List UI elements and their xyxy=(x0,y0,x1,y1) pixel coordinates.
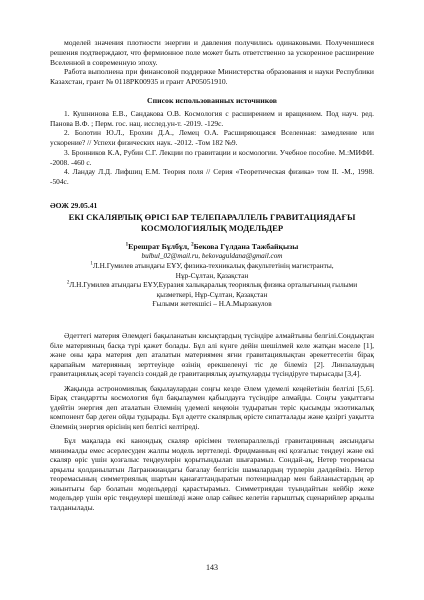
body-paragraph-2: Жақында астрономиялық бақылаулардан соңғы кезде Әлем үдемелі кеңейетінін белгілі [5,6]. Бірақ стандартты космология бұл бақылаумен қабылдауға түсіндіре алмайды. Соңғы уақыттағы үдейтін энергия деп аталатын Әлемнің үдемелі кеңеюін тудыратын теріс қысымды экзотикалық компонент бар деген ойды тудырады. Бұл әдетте скалярлық өрісте сипатталады және қазіргі уақытта Әлемнің энергия өрісінің кеп белгісі келтіреді. xyxy=(50,383,374,431)
article-title-line-1: ЕКІ СКАЛЯРЛЫҚ ӨРІСІ БАР ТЕЛЕПАРАЛЛЕЛЬ ГРАВИТАЦИЯДАҒЫ xyxy=(68,211,356,222)
author-1: Ерешрат Бұлбұл, xyxy=(128,241,190,251)
body-paragraph-1: Әдеттегі материя Әлемдегі бақыланатын кисықтардың түсіндіре алмайтыны белгілі.Сондықтан біле материяның басқа түрі қажет болады. Бұл алі күнге дейін шешілмей келе жатқан мәселе [1], және оны қара материя деп аталатын материямен яғни гравитациялықтан әрекеттесетін бірақ қарапайым материяның зерттеуінде өзінің ерекшеленуі тіс де білеміз [2]. Линзалаудың гравитациялық әсері тәуелсіз сондай де гравитациялық ауытқуларды түсіндіруге тырысады [3,4]. xyxy=(50,331,374,379)
article-title xyxy=(50,212,374,234)
affiliation-1: $^1$Л.Н.Гумилев атындағы ЕҰУ, физика-техникалық факультетінің магистранты, Нұр-Сұлтан, Қазақстан xyxy=(50,261,374,280)
affiliation-2: $^2$Л.Н.Гумилев атындағы ЕҰУ,Еуразия халықаралық теориялық физика орталығының ғылыми қызметкері, Нұр-Сұлтан, Қазақстан Ғылыми жетекшісі – Н.А.Мырзакулов xyxy=(50,280,374,309)
reference-item: 1. Кушнинова Е.В., Сандакова О.В. Космология с расширением и вращением. Под науч. ред. Панова В.Ф. ; Перм. гос. нац. исслед.ун-т. -2019. -129с. xyxy=(50,108,374,128)
affiliation-2-line-1: Л.Н.Гумилев атындағы ЕҰУ,Еуразия халықаралық теориялық физика орталығының ғылыми xyxy=(69,280,358,290)
scientific-advisor: Ғылыми жетекшісі – Н.А.Мырзакулов xyxy=(152,299,272,309)
reference-item: 3. Бронников К.А, Рубин С.Г. Лекции по гравитации и космологии. Учебное пособие. М.:МИФИ. -2008. -460 с. xyxy=(50,147,374,167)
article-title-line-2: КОСМОЛОГИЯЛЫҚ МОДЕЛЬДЕР xyxy=(140,222,284,233)
page-content xyxy=(50,38,374,512)
author-emails: bulbul_02@mail.ru, bekovaguldana@gmail.com xyxy=(141,251,283,260)
udc-code: ӘОЖ 29.05.41 xyxy=(50,200,98,210)
affiliation-1-line-2: Нұр-Сұлтан, Қазақстан xyxy=(175,270,249,280)
references-list xyxy=(50,109,374,187)
reference-item: 2. Болотин Ю.Л., Ерохин Д.А., Лемец О.А. Расширяющаяся Вселенная: замедление или ускорение? // Успехи физических наук. -2012. -Том 182 №9. xyxy=(50,128,374,148)
author-2: Бекова Гүлдана Тажбайқызы xyxy=(193,241,299,251)
funding-paragraph: Работа выполнена при финансовой поддержке Министерства образования и науки Республики Казахстан, грант № 0118РК00935 и грант АР05051910. xyxy=(50,67,374,87)
intro-paragraph: моделей значения плотности энергии и давления получились одинаковыми. Полученшиеся решения подтверждают, что фермионное поле может быть ответственно за ускоренное расширение Вселенной в современную эпоху. xyxy=(50,38,374,67)
authors: $^1$Ерешрат Бұлбұл, $^2$Бекова Гүлдана Тажбайқызы xyxy=(125,241,299,251)
article-body xyxy=(50,331,374,512)
affiliation-2-line-2: қызметкері, Нұр-Сұлтан, Қазақстан xyxy=(156,289,268,299)
affiliation-1-line-1: Л.Н.Гумилев атындағы ЕҰУ, физика-техникалық факультетінің магистранты, xyxy=(92,261,334,271)
references-heading: Список использованных источников xyxy=(146,95,278,105)
body-paragraph-3: Бұл мақалада екі канондық скаляр өрісімен телепараллельді гравитацияның аясындағы минималды емес әсерлесуден жалпы модель зерттеледі. Фридманның екі қозғалыс теңдеуі және екі скаляр өріс үшін қозғалыс теңдеулерін қорытындылап шығарамыз. Сондай-ақ, Нетер теоремасы арқылы қолданылатын Лагранжиандағы бағалау белгісін шамалардың турлерін дәлдейміз. Нетер теоремасының симметриялық шартын қанағаттандыратын потенциалдар мен байланыстардың әр жиынтығы бар болатын модельдерді қарастырамыз. Симметриядан туындайтын кейбір жеке модельдер үшін өріс теңдеулері шешіледі және олар сәйкес келетін ғарыштық сценарийлер арқылы талданылады. xyxy=(50,436,374,512)
page-number: 143 xyxy=(206,563,218,572)
reference-item: 4. Ландау Л.Д. Лифшиц Е.М. Теория поля // Серия «Теоретическая физика» том II. -М., 1998. -504с. xyxy=(50,167,374,186)
